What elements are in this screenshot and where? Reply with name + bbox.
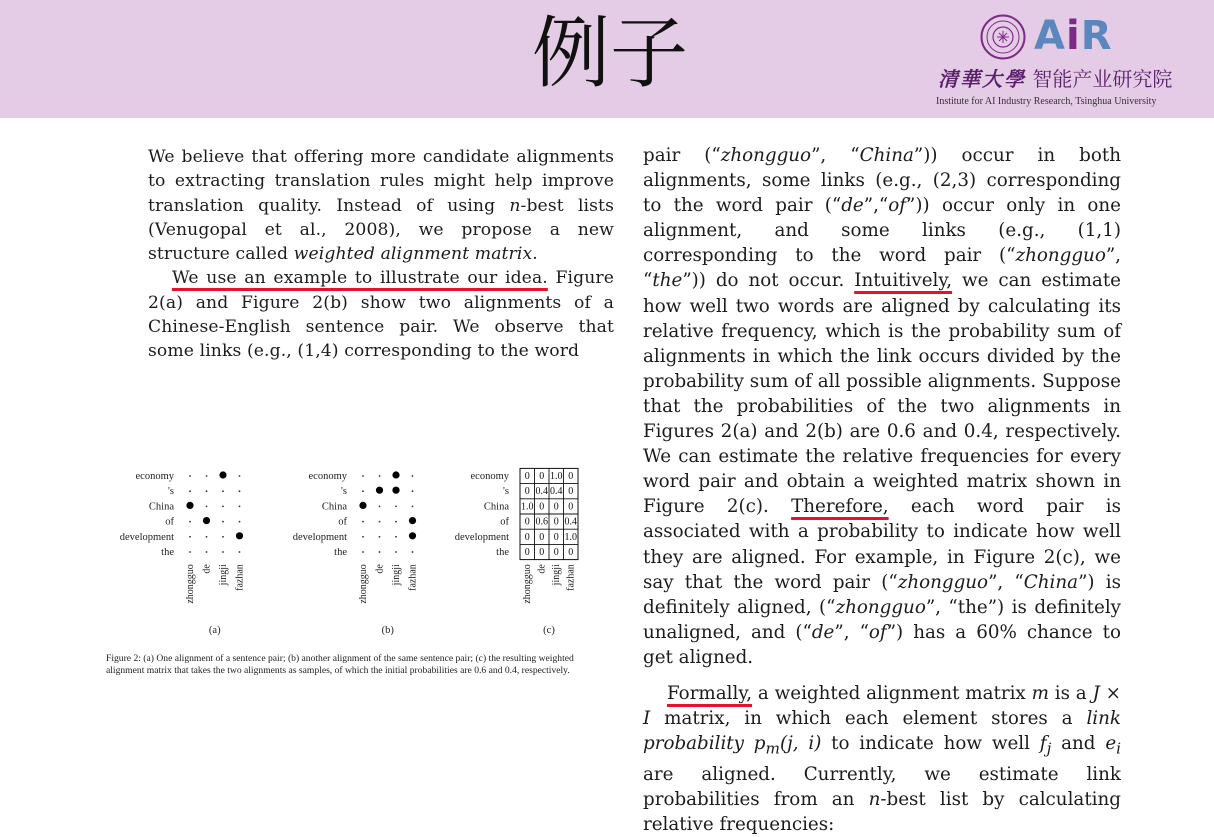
matrix-cell: 0.4: [550, 486, 563, 498]
math-var: e: [1105, 733, 1117, 755]
grid-point: [379, 521, 381, 523]
column-label: zhongguo: [358, 564, 369, 604]
italic-word: zhongguo: [897, 571, 989, 593]
alignment-link-dot: [359, 502, 366, 509]
alignment-link-dot: [236, 532, 243, 539]
text-run: matrix, in which each element stores a: [650, 708, 1087, 730]
math-var: f: [1039, 733, 1047, 755]
panel-label: (a): [208, 625, 221, 636]
text-run: ”)) occur in both alignments, some links (e.g., (2,3) corresponding to the word pair (“: [643, 145, 1121, 217]
slide-title: 例子: [531, 9, 688, 99]
row-label: of: [165, 516, 174, 528]
row-label: China: [321, 501, 347, 513]
row-label: the: [496, 547, 509, 558]
alignment-link-dot: [392, 487, 399, 494]
row-label: economy: [308, 471, 347, 482]
row-label: 's: [341, 486, 347, 498]
text-run: is a: [1048, 682, 1093, 704]
grid-point: [412, 551, 414, 553]
matrix-cell: 0: [539, 547, 545, 558]
math-args: (j, i): [779, 733, 822, 755]
grid-point: [239, 475, 241, 477]
text-run: We believe that offering more candidate alignments to extracting translation rules might help improve translation quality. Instead of using: [148, 147, 614, 216]
matrix-cell: 0.4: [535, 486, 548, 498]
alignment-link-dot: [409, 532, 416, 539]
grid-point: [362, 490, 364, 492]
italic-word: the: [652, 270, 683, 292]
grid-point: [239, 551, 241, 553]
grid-point: [239, 521, 241, 523]
text-run: Figure 2(a) and Figure 2(b) show two alignments of a Chinese-English sentence pair. We observe that some links (e.g., (1,4) corresponding to the word: [148, 268, 614, 362]
row-label: of: [338, 516, 347, 528]
text-run: ”, “: [988, 571, 1024, 593]
text-run: -best list by calculating relative frequencies:: [643, 789, 1121, 836]
text-run: each word pair is associated with a probability to indicate how well they are aligned. For example, in Figure 2(c), we say that the word pair (“: [643, 496, 1121, 593]
matrix-cell: 0: [553, 547, 559, 558]
right-text-column: [643, 143, 1121, 837]
matrix-cell: 1.0: [521, 501, 534, 513]
italic-word: zhongguo: [720, 145, 812, 166]
text-run: ”) has a 60% chance to get aligned.: [643, 621, 1121, 668]
row-label: China: [148, 501, 174, 513]
matrix-cell: 0.6: [535, 516, 548, 528]
grid-point: [239, 506, 241, 508]
text-run: and: [1051, 733, 1106, 755]
text-run: ”, “: [834, 621, 869, 643]
emphasis-term: weighted alignment matrix: [293, 244, 533, 265]
alignment-link-dot: [186, 502, 193, 509]
grid-point: [362, 536, 364, 538]
row-label: 's: [168, 486, 174, 498]
grid-point: [362, 551, 364, 553]
text-run: -best lists (Venugopal et al., 2008), we propose a new structure called: [148, 195, 614, 265]
alignment-figure: [100, 460, 620, 640]
grid-point: [412, 506, 414, 508]
air-brand-mark: AiR: [1034, 13, 1113, 59]
grid-point: [379, 475, 381, 477]
row-label: economy: [470, 471, 509, 482]
text-run: ”,“: [863, 195, 889, 217]
text-run: pair (“: [643, 145, 721, 166]
slide-header: [0, 0, 1214, 118]
institute-chinese-name: 智能产业研究院: [1032, 67, 1173, 91]
text-run: ”, “: [811, 145, 860, 166]
grid-point: [222, 506, 224, 508]
grid-point: [189, 475, 191, 477]
grid-point: [206, 536, 208, 538]
matrix-cell: 0: [568, 471, 574, 482]
grid-point: [379, 536, 381, 538]
grid-point: [222, 536, 224, 538]
text-run: ”, “: [643, 245, 1121, 292]
university-calligraphy: 清華大學: [938, 67, 1026, 91]
alignment-link-dot: [376, 487, 383, 494]
grid-point: [189, 536, 191, 538]
underlined-phrase: Intuitively,: [854, 270, 953, 292]
alignment-link-dot: [219, 471, 226, 478]
column-label: fazhan: [565, 564, 577, 591]
paragraph: [148, 145, 614, 266]
column-label: jingji: [218, 564, 229, 586]
matrix-cell: 0: [539, 471, 545, 482]
column-label: fazhan: [407, 564, 419, 591]
alignment-link-dot: [203, 517, 210, 524]
text-run: are aligned. Currently, we estimate link probabilities from an: [643, 763, 1121, 810]
institute-english-name: Institute for AI Industry Research, Tsinghua University: [936, 96, 1157, 107]
row-label: development: [292, 531, 347, 543]
matrix-cell: 0: [524, 471, 530, 482]
underlined-phrase: Formally,: [667, 682, 753, 704]
paragraph: [643, 143, 1121, 670]
emphasis-term: link probability: [643, 708, 1121, 755]
paragraph: [643, 681, 1121, 837]
matrix-cell: 0: [524, 531, 530, 543]
column-label: jingji: [391, 564, 402, 586]
grid-point: [206, 506, 208, 508]
column-label: de: [536, 564, 548, 574]
grid-point: [412, 475, 414, 477]
grid-point: [189, 521, 191, 523]
figure-caption: Figure 2: (a) One alignment of a sentence pair; (b) another alignment of the same sentence pair; (c) the resulting weighted alignment matrix that takes the two alignments as samples, of which the initial probabilities are 0.6 and 0.4, respectively.: [106, 653, 574, 677]
university-seal-icon: [980, 14, 1026, 60]
paragraph: [148, 266, 614, 363]
panel-label: (c): [543, 625, 555, 636]
grid-point: [379, 506, 381, 508]
grid-point: [206, 490, 208, 492]
grid-point: [395, 506, 397, 508]
logo-chinese-text: [938, 66, 1172, 92]
underlined-phrase: Therefore,: [791, 496, 889, 518]
grid-point: [379, 551, 381, 553]
matrix-cell: 0.4: [564, 516, 577, 528]
italic-word: China: [859, 145, 914, 166]
grid-point: [206, 475, 208, 477]
matrix-cell: 0: [553, 501, 559, 513]
italic-word: of: [868, 621, 887, 643]
text-run: we can estimate how well two words are aligned by calculating its relative frequency, which is the probability sum of alignments in which the link occurs divided by the probability sum of all possible alignments. Suppose that the probabilities of the two alignments in Figures 2(a) and 2(b) are 0.6 and 0.4, respectively. We can estimate the relative frequencies for every word pair and obtain a weighted matrix shown in Figure 2(c).: [643, 270, 1121, 518]
math-var: n: [509, 195, 521, 216]
grid-point: [189, 490, 191, 492]
matrix-cell: 0: [553, 516, 559, 528]
math-subscript: i: [1116, 739, 1122, 758]
math-subscript: j: [1046, 739, 1052, 758]
grid-point: [412, 490, 414, 492]
text-run: ”)) occur only in one alignment, and some links (e.g., (1,1) corresponding to the word pair (“: [643, 195, 1121, 267]
math-expr: J × I: [643, 682, 1122, 730]
matrix-cell: 0: [524, 547, 530, 558]
column-label: fazhan: [234, 564, 246, 591]
column-label: zhongguo: [522, 564, 534, 604]
row-label: the: [334, 547, 347, 558]
grid-point: [362, 475, 364, 477]
matrix-cell: 1.0: [564, 531, 577, 543]
grid-point: [189, 551, 191, 553]
grid-point: [206, 551, 208, 553]
alignment-link-dot: [409, 517, 416, 524]
math-var: p: [753, 733, 766, 755]
panel-label: (b): [381, 625, 394, 636]
row-label: of: [500, 516, 509, 528]
text-run: ”) is definitely aligned, (“: [643, 571, 1121, 618]
text-run: [744, 733, 754, 754]
matrix-cell: 0: [524, 486, 530, 498]
text-run: to indicate how well: [821, 733, 1040, 755]
italic-word: de: [811, 621, 835, 643]
column-label: de: [374, 564, 386, 574]
grid-point: [239, 490, 241, 492]
row-label: economy: [135, 471, 174, 482]
italic-word: zhongguo: [835, 596, 926, 618]
matrix-cell: 0: [568, 486, 574, 498]
column-label: zhongguo: [185, 564, 196, 604]
italic-word: China: [1023, 571, 1079, 593]
row-label: 's: [503, 486, 509, 498]
math-var: n: [868, 789, 881, 810]
matrix-cell: 0: [539, 501, 545, 513]
text-run: .: [532, 244, 538, 265]
matrix-cell: 0: [568, 501, 574, 513]
italic-word: zhongguo: [1015, 245, 1106, 267]
institute-logo: [930, 10, 1190, 110]
grid-point: [362, 521, 364, 523]
row-label: China: [483, 501, 509, 513]
column-label: jingji: [551, 564, 563, 586]
row-label: development: [119, 531, 174, 543]
matrix-cell: 0: [568, 547, 574, 558]
text-run: ”, “the”) is definitely unaligned, and (“: [643, 596, 1121, 643]
text-run: a weighted alignment matrix: [752, 682, 1032, 704]
italic-word: de: [841, 195, 864, 217]
grid-point: [222, 521, 224, 523]
matrix-cell: 1.0: [550, 471, 563, 482]
underlined-phrase: We use an example to illustrate our idea.: [172, 268, 548, 289]
italic-word: of: [888, 195, 907, 217]
grid-point: [222, 551, 224, 553]
column-label: de: [201, 564, 213, 574]
math-var: m: [1031, 682, 1049, 704]
left-text-column: [148, 145, 614, 364]
grid-point: [395, 551, 397, 553]
matrix-cell: 0: [553, 531, 559, 543]
alignment-link-dot: [392, 471, 399, 478]
math-subscript: m: [765, 739, 780, 758]
row-label: the: [161, 547, 174, 558]
matrix-cell: 0: [539, 531, 545, 543]
row-label: development: [454, 531, 509, 543]
grid-point: [222, 490, 224, 492]
grid-point: [395, 521, 397, 523]
text-run: ”)) do not occur.: [682, 270, 855, 292]
matrix-cell: 0: [524, 516, 530, 528]
grid-point: [395, 536, 397, 538]
